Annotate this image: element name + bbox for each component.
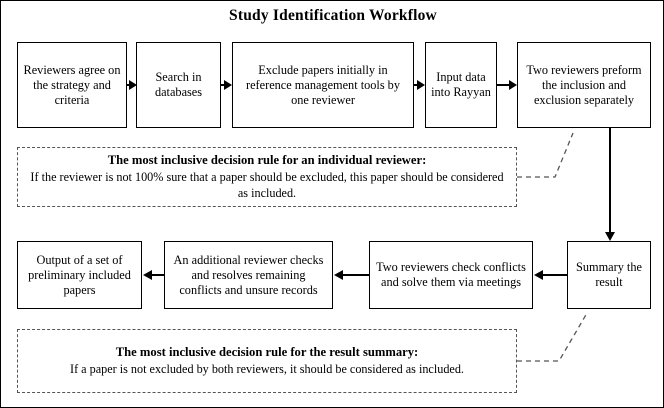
arrow-search-to-exclude (221, 78, 233, 92)
node-two-reviewers-check (369, 241, 533, 309)
node-additional-reviewer (164, 241, 333, 309)
note-result-summary (17, 329, 517, 393)
node-reviewers-agree (17, 42, 127, 128)
note-title: The most inclusive decision rule for the result summary: (115, 344, 419, 359)
note-title: The most inclusive decision rule for an individual reviewer: (107, 152, 427, 167)
page-title: Study Identification Workflow (229, 7, 437, 24)
node-label: Search in databases (154, 70, 203, 99)
node-label: Two reviewers check conflicts and solve them via meetings (376, 260, 526, 289)
node-exclude-papers (232, 42, 414, 128)
node-summary-result (567, 241, 651, 309)
node-label: Two reviewers preform the inclusion and exclusion separately (526, 62, 642, 107)
arrow-check-to-additional-reviewer (333, 268, 370, 282)
arrow-summary-to-two-reviewers-check (533, 268, 568, 282)
node-output-papers (17, 241, 142, 309)
arrow-additional-to-output (142, 268, 165, 282)
connector-note-summary (515, 309, 597, 363)
note-body: If the reviewer is not 100% sure that a paper should be excluded, this paper should be considered as included. (30, 170, 504, 201)
connector-note-individual (515, 127, 575, 179)
arrow-exclude-to-input (414, 78, 426, 92)
node-search-databases (136, 42, 221, 128)
node-two-reviewers-preform (517, 42, 651, 128)
arrow-reviewers-to-search (127, 78, 138, 92)
node-label: Exclude papers initially in reference management tools by one reviewer (246, 62, 400, 107)
node-input-rayyan (425, 42, 497, 128)
arrow-two-reviewers-to-summary (602, 128, 618, 242)
note-individual-reviewer (17, 147, 517, 207)
node-label: Reviewers agree on the strategy and criteria (23, 62, 121, 107)
note-body: If a paper is not excluded by both reviewers, it should be considered as included. (70, 362, 464, 377)
node-label: An additional reviewer checks and resolves remaining conflicts and unsure records (173, 252, 324, 297)
arrow-input-to-two-reviewers (497, 78, 518, 92)
node-label: Summary the result (576, 260, 642, 289)
node-label: Input data into Rayyan (431, 70, 491, 99)
node-label: Output of a set of preliminary included papers (28, 252, 131, 297)
